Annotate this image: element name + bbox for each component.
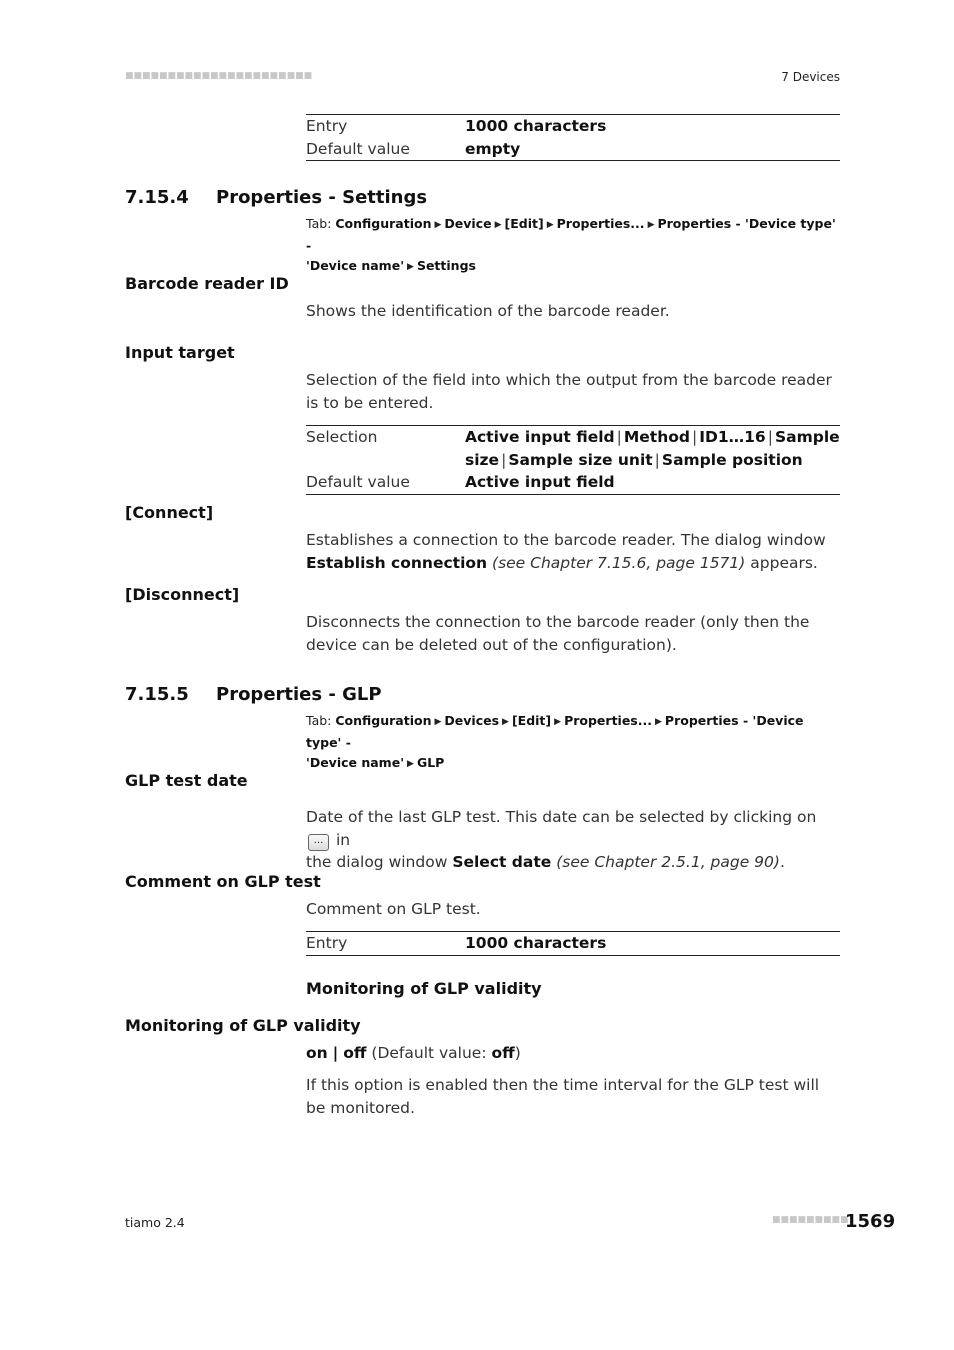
arrow-right-icon: ▶	[655, 717, 662, 727]
path-item: Properties...	[556, 216, 645, 231]
selection-options: Active input field | Method | ID1…16 | Sample size | Sample size unit | Sample position	[465, 428, 840, 469]
table-value: empty	[465, 139, 521, 158]
close-paren: )	[514, 1044, 521, 1062]
table-key: Default value	[306, 139, 410, 158]
disconnect-heading: [Disconnect]	[125, 585, 240, 604]
option: Active input field	[465, 428, 615, 446]
path-item: Device	[444, 216, 492, 231]
glp-date-text-2: in	[335, 830, 351, 849]
option: Sample size unit	[508, 450, 653, 469]
product-label: tiamo 2.4	[125, 1215, 185, 1230]
input-target-table	[306, 425, 840, 495]
section-heading-settings	[125, 187, 427, 208]
dialog-name: Establish connection	[306, 553, 488, 572]
section-heading-glp	[125, 684, 382, 705]
option-on: on	[306, 1044, 328, 1062]
glp-date-text-1: Date of the last GLP test. This date can be selected by clicking on	[306, 808, 817, 826]
monitoring-options	[306, 1042, 840, 1065]
tab-prefix: Tab:	[306, 216, 332, 231]
comment-text: Comment on GLP test.	[306, 900, 481, 918]
table-row	[306, 426, 840, 471]
table-row	[306, 932, 840, 955]
connect-heading: [Connect]	[125, 503, 214, 522]
ellipsis-button-icon: ...	[308, 834, 329, 851]
path-item: Properties - 'Device type' -	[306, 216, 836, 253]
path-item: Properties...	[564, 713, 652, 728]
section-title: Properties - Settings	[216, 187, 428, 208]
table-row	[306, 471, 840, 494]
option: Method	[623, 428, 690, 446]
path-item: Settings	[416, 258, 476, 273]
monitoring-text: If this option is enabled then the time interval for the GLP test will be monitored.	[306, 1076, 820, 1117]
table-key: Selection	[306, 428, 378, 446]
input-target-text: Selection of the field into which the output from the barcode reader is to be entered.	[306, 371, 832, 412]
table-key: Entry	[306, 934, 348, 952]
path-item: 'Device name'	[306, 755, 405, 770]
barcode-reader-id-heading: Barcode reader ID	[125, 274, 289, 293]
path-item: 'Device name'	[306, 258, 405, 273]
default-label: (Default value:	[371, 1044, 487, 1062]
table-row	[306, 115, 840, 138]
page-number: 1569	[845, 1211, 896, 1232]
arrow-right-icon: ▶	[554, 717, 562, 727]
arrow-right-icon: ▶	[434, 717, 442, 727]
glp-test-date-heading: GLP test date	[125, 771, 248, 790]
tab-prefix: Tab:	[306, 713, 332, 728]
table-value: 1000 characters	[465, 934, 607, 952]
table-value: Active input field	[465, 473, 615, 491]
tab-path-glp	[306, 711, 840, 775]
glp-date-text-3: the dialog window	[306, 853, 448, 871]
table-row	[306, 138, 840, 161]
arrow-right-icon: ▶	[434, 220, 442, 230]
header-decoration: ■■■■■■■■■■■■■■■■■■■■■■	[125, 71, 313, 81]
connect-text-1: Establishes a connection to the barcode reader. The dialog window	[306, 531, 826, 549]
tab-path-settings	[306, 214, 840, 278]
default-value: off	[491, 1044, 515, 1062]
path-item: Configuration	[335, 216, 432, 231]
connect-text	[306, 529, 840, 574]
section-title: Properties - GLP	[216, 684, 382, 705]
dialog-name: Select date	[452, 853, 552, 871]
table-value: 1000 characters	[465, 117, 607, 135]
option: ID1…16	[699, 428, 766, 446]
glp-test-date-text	[306, 806, 840, 874]
input-target-heading: Input target	[125, 343, 235, 362]
section-number: 7.15.5	[125, 684, 189, 705]
path-item: GLP	[416, 755, 445, 770]
option: Sample size	[465, 428, 840, 469]
option-off: off	[343, 1044, 367, 1062]
arrow-right-icon: ▶	[407, 262, 414, 272]
period: .	[779, 853, 785, 871]
chapter-label: 7 Devices	[781, 70, 840, 84]
cross-reference: (see Chapter 2.5.1, page 90)	[556, 853, 780, 871]
path-item: [Edit]	[511, 713, 552, 728]
connect-text-2: appears.	[750, 553, 818, 572]
path-item: Configuration	[335, 713, 432, 728]
table-key: Default value	[306, 473, 410, 491]
monitoring-subheading: Monitoring of GLP validity	[306, 979, 542, 998]
comment-table	[306, 931, 840, 956]
monitoring-heading: Monitoring of GLP validity	[125, 1016, 361, 1035]
option-separator: |	[332, 1044, 339, 1062]
disconnect-text: Disconnects the connection to the barcode reader (only then the device can be deleted out of the configuration).	[306, 613, 810, 654]
arrow-right-icon: ▶	[502, 717, 509, 727]
path-item: Properties - 'Device type' -	[306, 713, 804, 750]
arrow-right-icon: ▶	[647, 220, 655, 230]
cross-reference: (see Chapter 7.15.6, page 1571)	[492, 553, 746, 572]
section-number: 7.15.4	[125, 187, 189, 208]
arrow-right-icon: ▶	[494, 220, 502, 230]
top-property-table	[306, 114, 840, 161]
path-item: [Edit]	[504, 216, 544, 231]
footer-decoration: ■■■■■■■■■	[772, 1215, 849, 1225]
arrow-right-icon: ▶	[407, 759, 414, 769]
option: Sample position	[661, 450, 803, 469]
table-key: Entry	[306, 117, 348, 135]
comment-heading: Comment on GLP test	[125, 872, 321, 891]
barcode-reader-id-text: Shows the identification of the barcode reader.	[306, 302, 670, 320]
path-item: Devices	[444, 713, 500, 728]
arrow-right-icon: ▶	[546, 220, 554, 230]
